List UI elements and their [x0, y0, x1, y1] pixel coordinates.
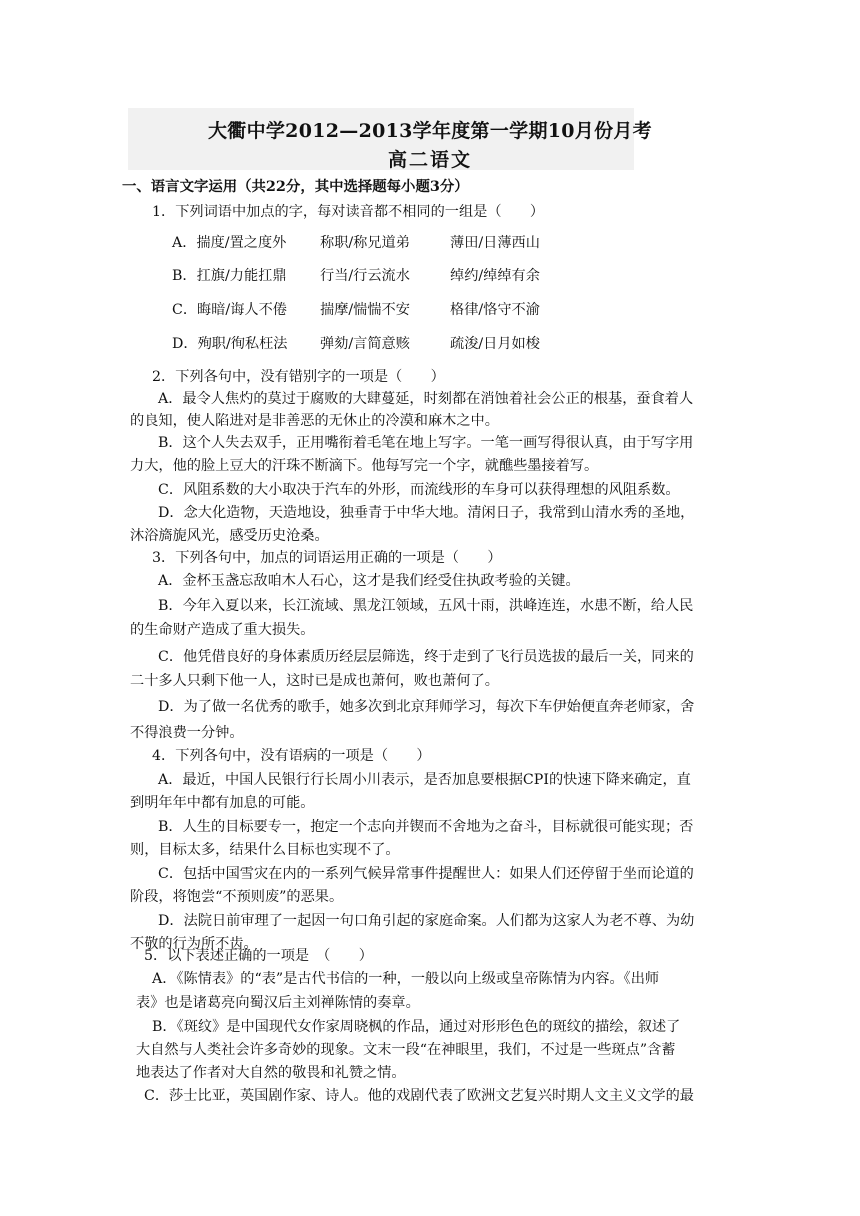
q5-line: 大自然与人类社会许多奇妙的现象。文末一段“在神眼里，我们，不过是一些斑点”含蓄	[136, 1042, 676, 1058]
exam-title: 大衢中学2012—2013学年度第一学期10月份月考	[207, 120, 652, 142]
q2-line: 沐浴旖旎风光，感受历史沧桑。	[130, 528, 329, 544]
q3-line: C．他凭借良好的身体素质历经层层筛选，终于走到了飞行员选拔的最后一关，同来的	[158, 649, 694, 665]
section-heading: 一、语言文字运用（共22分，其中选择题每小题3分）	[122, 178, 469, 195]
q3-line: D．为了做一名优秀的歌手，她多次到北京拜师学习，每次下车伊始便直奔老师家，舍	[158, 699, 695, 715]
q2-line: 的良知，使人陷进对是非善恶的无休止的冷漠和麻木之中。	[130, 413, 499, 429]
q3-line: 二十多人只剩下他一人，这时已是成也萧何，败也萧何了。	[130, 673, 499, 689]
q1-option-c-col2: 揣摩/惴惴不安	[320, 302, 410, 318]
q4-stem: 4．下列各句中，没有语病的一项是（ ）	[152, 748, 431, 764]
q2-stem: 2．下列各句中，没有错别字的一项是（ ）	[152, 369, 445, 385]
q4-line: D．法院日前审理了一起因一句口角引起的家庭命案。人们都为这家人为老不尊、为幼	[158, 913, 695, 929]
q4-line: 则，目标太多，结果什么目标也实现不了。	[130, 842, 400, 858]
q1-option-b-col2: 行当/行云流水	[320, 268, 410, 284]
exam-subtitle: 高二语文	[387, 149, 472, 171]
q1-option-c-col1: C．晦暗/诲人不倦	[172, 302, 287, 318]
q4-line: 到明年年中都有加息的可能。	[130, 795, 315, 811]
q4-line: A．最近，中国人民银行行长周小川表示，是否加息要根据CPI的快速下降来确定，直	[158, 772, 691, 788]
q5-line: A．《陈情表》的“表”是古代书信的一种，一般以向上级或皇帝陈情为内容。《出师	[152, 971, 660, 987]
q1-stem: 1．下列词语中加点的字，每对读音都不相同的一组是（ ）	[152, 204, 545, 220]
q4-line: 不敬的行为所不齿。	[130, 936, 258, 952]
q3-line: A．金杯玉盏忘敌咱木人石心，这才是我们经受住执政考验的关键。	[158, 573, 580, 589]
q2-line: B．这个人失去双手，正用嘴衔着毛笔在地上写字。一笔一画写得很认真，由于写字用	[158, 435, 694, 451]
q2-line: 力大，他的脸上豆大的汗珠不断滴下。他每写完一个字，就醮些墨接着写。	[130, 458, 599, 474]
q5-stem: 5．以下表述正确的一项是 （ ）	[144, 948, 373, 964]
q5-line: C．莎士比亚，英国剧作家、诗人。他的戏剧代表了欧洲文艺复兴时期人文主义文学的最	[144, 1088, 694, 1104]
q1-option-d-col2: 弹劾/言简意赅	[320, 336, 410, 352]
q1-option-d-col1: D．殉职/徇私枉法	[172, 336, 288, 352]
q3-line: B．今年入夏以来，长江流域、黑龙江领域，五风十雨，洪峰连连，水患不断，给人民	[158, 598, 694, 614]
q2-line: A．最令人焦灼的莫过于腐败的大肆蔓延，时刻都在消蚀着社会公正的根基，蚕食着人	[158, 391, 694, 407]
q1-option-c-col3: 格律/恪守不渝	[450, 302, 540, 318]
q1-option-b-col3: 绰约/绰绰有余	[450, 268, 540, 284]
q3-line: 不得浪费一分钟。	[130, 725, 244, 741]
q4-line: 阶段，将饱尝“不预则废”的恶果。	[130, 889, 344, 905]
q5-line: B．《斑纹》是中国现代女作家周晓枫的作品，通过对形形色色的斑纹的描绘，叙述了	[152, 1019, 681, 1035]
q4-line: C．包括中国雪灾在内的一系列气候异常事件提醒世人：如果人们还停留于坐而论道的	[158, 866, 694, 882]
q5-line: 表》也是诸葛亮向蜀汉后主刘禅陈情的奏章。	[136, 995, 420, 1011]
q4-line: B．人生的目标要专一，抱定一个志向并锲而不舍地为之奋斗，目标就很可能实现；否	[158, 819, 694, 835]
q1-option-a-col2: 称职/称兄道弟	[320, 235, 410, 251]
q3-stem: 3．下列各句中，加点的词语运用正确的一项是（ ）	[152, 550, 502, 566]
q5-line: 地表达了作者对大自然的敬畏和礼赞之情。	[136, 1065, 406, 1081]
q2-line: C．风阻系数的大小取决于汽车的外形，而流线形的车身可以获得理想的风阻系数。	[158, 482, 680, 498]
q1-option-a-col1: A．揣度/置之度外	[172, 235, 287, 251]
q1-option-d-col3: 疏浚/日月如梭	[450, 336, 540, 352]
q1-option-b-col1: B．扛旗/力能扛鼎	[172, 268, 287, 284]
q2-line: D．念大化造物，天造地设，独垂青于中华大地。清闲日子，我常到山清水秀的圣地，	[158, 505, 695, 521]
q1-option-a-col3: 薄田/日薄西山	[450, 235, 540, 251]
q3-line: 的生命财产造成了重大损失。	[130, 622, 315, 638]
